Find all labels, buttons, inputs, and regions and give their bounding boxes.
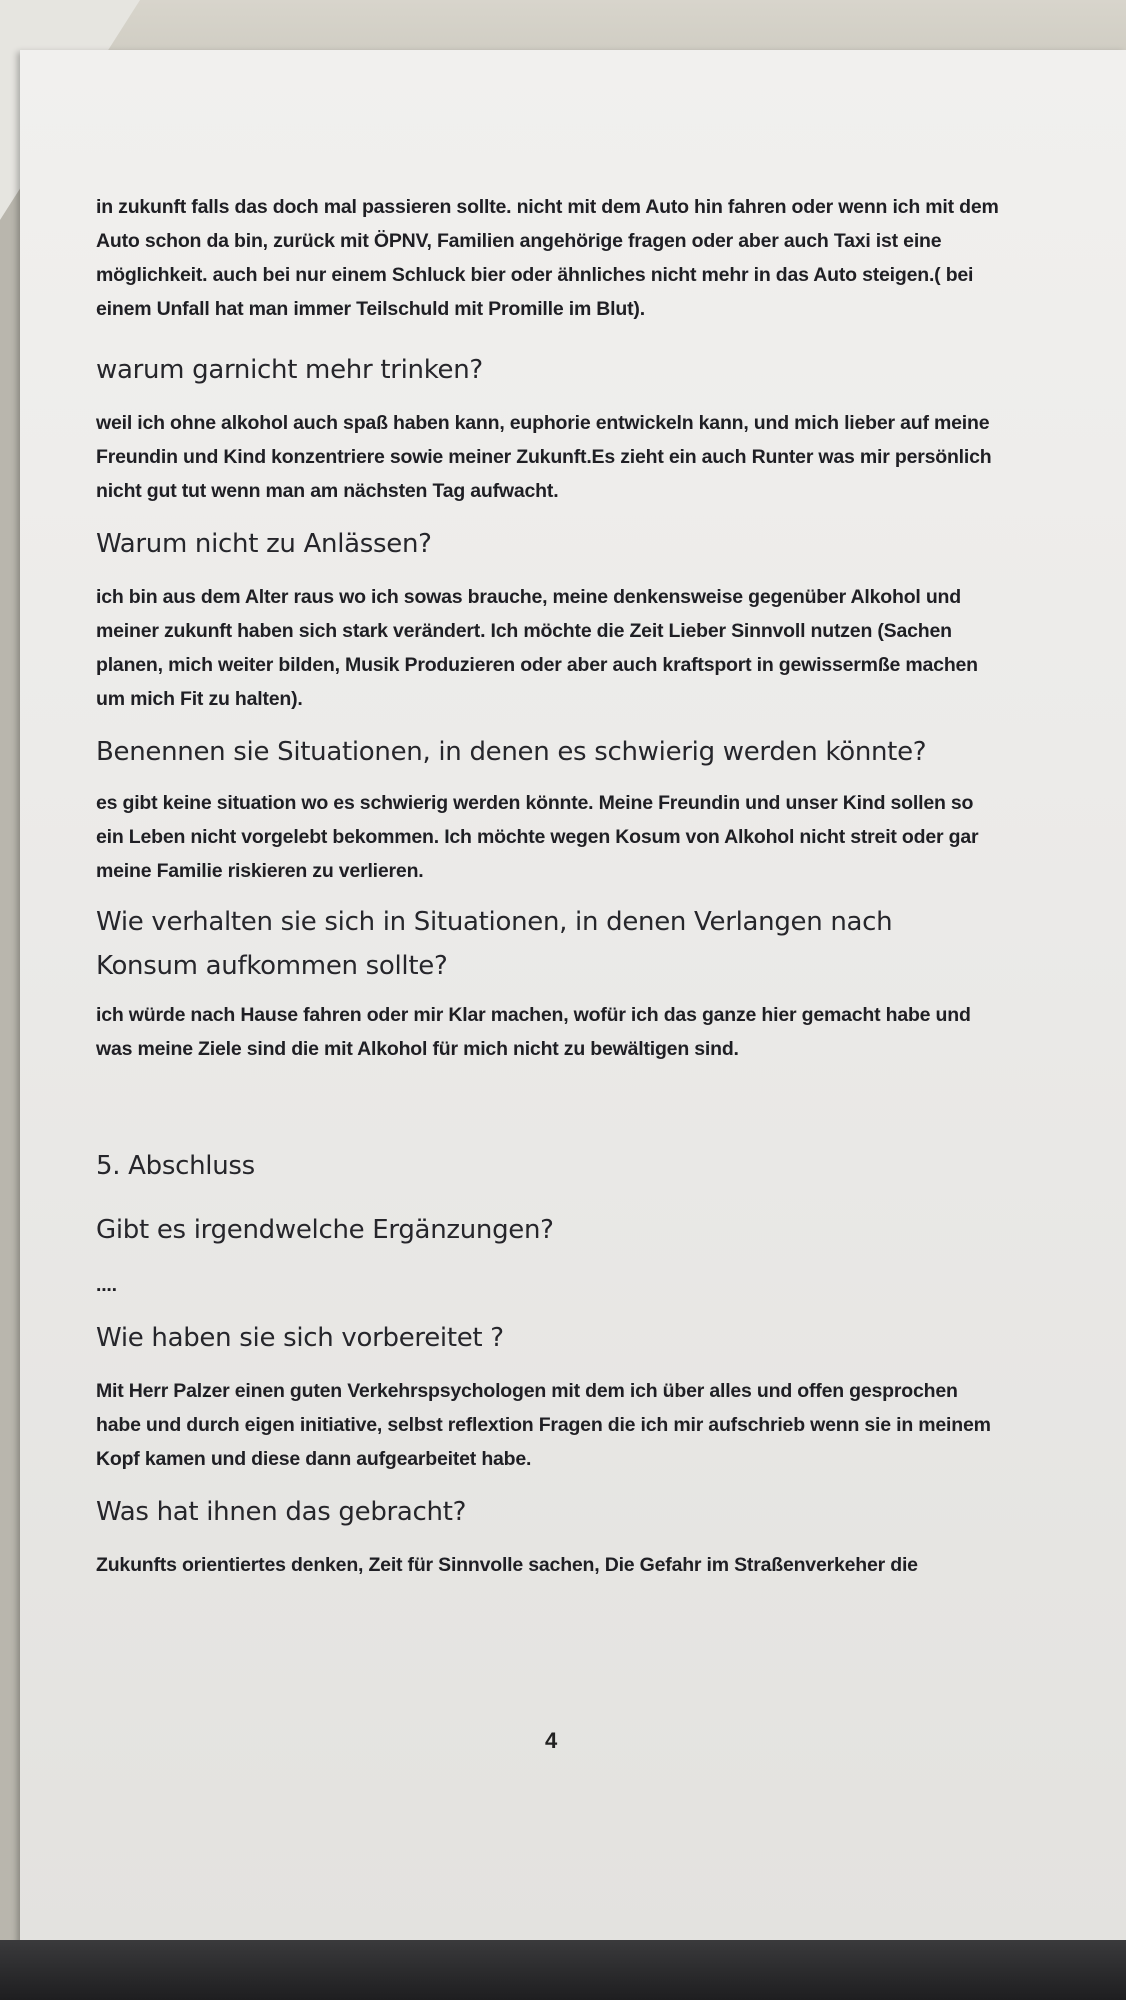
answer-preparation: Mit Herr Palzer einen guten Verkehrspsychologen mit dem ich über alles und offen gesprochen habe und durch eigen initiative, selbst reflextion Fragen die ich mir aufschrieb wenn sie in meinem Kopf kamen und diese dann aufgearbeitet habe. xyxy=(96,1380,991,1470)
question-craving: Wie verhalten sie sich in Situationen, in denen Verlangen nach Konsum aufkommen sollte? xyxy=(96,907,893,981)
question-why-not-drink: warum garnicht mehr trinken? xyxy=(96,355,483,385)
question-benefit: Was hat ihnen das gebracht? xyxy=(96,1497,467,1527)
section-heading-abschluss: 5. Abschluss xyxy=(96,1151,255,1181)
answer-difficult-situations: es gibt keine situation wo es schwierig werden könnte. Meine Freundin und unser Kind sollen so ein Leben nicht vorgelebt bekommen. Ich möchte wegen Kosum von Alkohol nicht streit oder gar meine Familie riskieren zu verlieren. xyxy=(96,792,979,882)
paragraph-future-plan: in zukunft falls das doch mal passieren sollte. nicht mit dem Auto hin fahren oder wenn ich mit dem Auto schon da bin, zurück mit ÖPNV, Familien angehörige fragen oder aber auch Taxi ist eine möglichkeit. auch bei nur einem Schluck bier oder ähnliches nicht mehr in das Auto steigen.( bei einem Unfall hat man immer Teilschuld mit Promille im Blut). xyxy=(96,196,999,320)
desk-background-bottom xyxy=(0,1940,1126,2000)
answer-craving: ich würde nach Hause fahren oder mir Klar machen, wofür ich das ganze hier gemacht habe und was meine Ziele sind die mit Alkohol für mich nicht zu bewältigen sind. xyxy=(96,1004,971,1060)
question-additions: Gibt es irgendwelche Ergänzungen? xyxy=(96,1215,554,1245)
question-occasions: Warum nicht zu Anlässen? xyxy=(96,529,432,559)
page-number: 4 xyxy=(545,1728,558,1753)
answer-additions: .... xyxy=(96,1274,117,1296)
answer-why-not-drink: weil ich ohne alkohol auch spaß haben kann, euphorie entwickeln kann, und mich lieber auf meine Freundin und Kind konzentriere sowie meiner Zukunft.Es zieht ein auch Runter was mir persönlich nicht gut tut wenn man am nächsten Tag aufwacht. xyxy=(96,412,992,502)
page-content xyxy=(96,190,1001,1582)
question-preparation: Wie haben sie sich vorbereitet ? xyxy=(96,1323,504,1353)
question-difficult-situations: Benennen sie Situationen, in denen es schwierig werden könnte? xyxy=(96,737,927,767)
answer-occasions: ich bin aus dem Alter raus wo ich sowas brauche, meine denkensweise gegenüber Alkohol und meiner zukunft haben sich stark verändert. Ich möchte die Zeit Lieber Sinnvoll nutzen (Sachen planen, mich weiter bilden, Musik Produzieren oder aber auch kraftsport in gewissermße machen um mich Fit zu halten). xyxy=(96,586,978,710)
answer-benefit: Zukunfts orientiertes denken, Zeit für Sinnvolle sachen, Die Gefahr im Straßenverkeher die xyxy=(96,1554,918,1576)
